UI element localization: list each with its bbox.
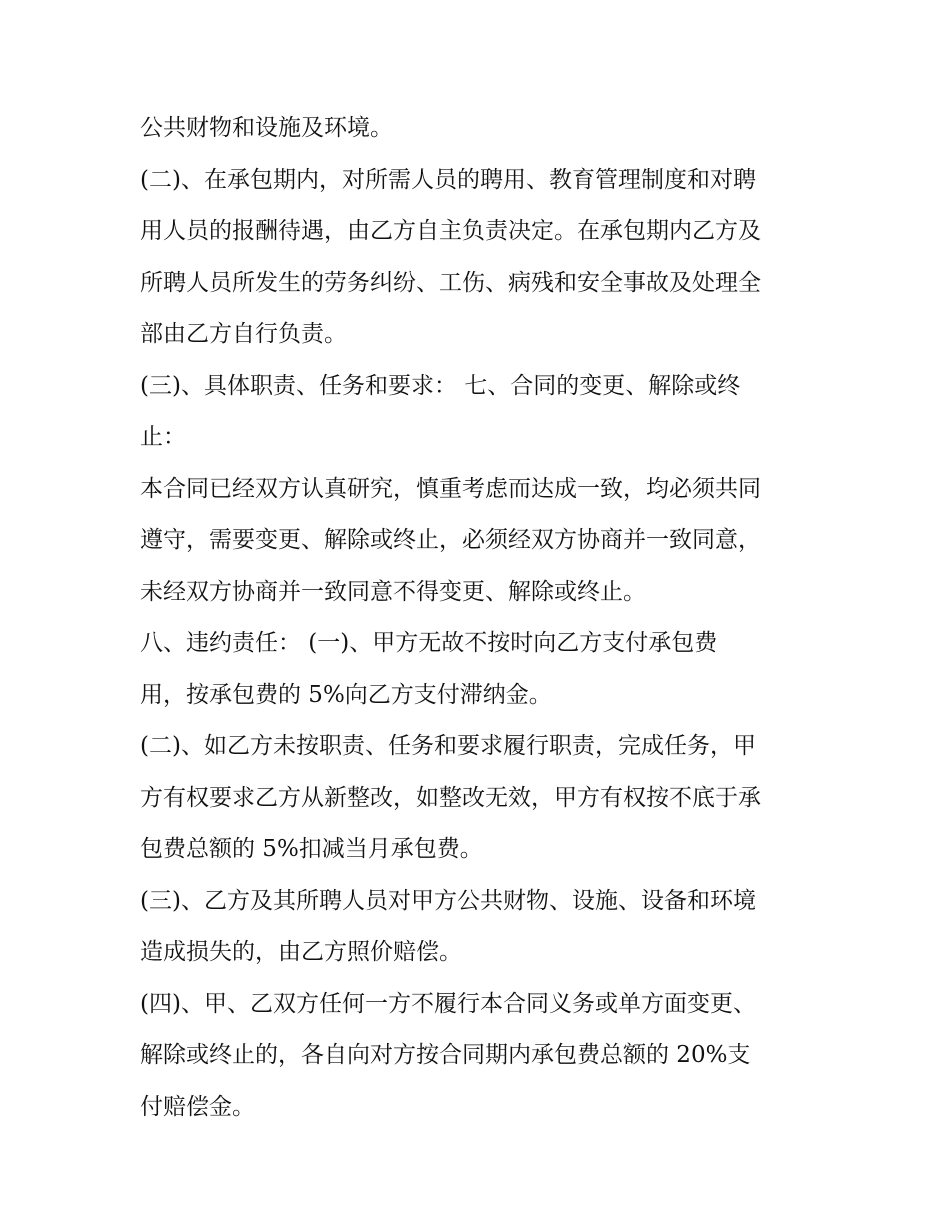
text-line: 解除或终止的，各自向对方按合同期内承包费总额的 20%支 xyxy=(140,1042,751,1068)
text-line: 付赔偿金。 xyxy=(140,1093,255,1120)
text-line: 用，按承包费的 5%向乙方支付滞纳金。 xyxy=(140,681,552,708)
text-line: 包费总额的 5%扣减当月承包费。 xyxy=(140,836,483,862)
text-line: (二)、在承包期内，对所需人员的聘用、教育管理制度和对聘 xyxy=(140,166,756,193)
text-line: 止： xyxy=(140,424,186,450)
text-line: 遵守，需要变更、解除或终止，必须经双方协商并一致同意， xyxy=(140,527,761,553)
text-line: 造成损失的，由乙方照价赔偿。 xyxy=(140,939,462,965)
text-line: 未经双方协商并一致同意不得变更、解除或终止。 xyxy=(140,578,646,605)
text-line: (三)、乙方及其所聘人员对甲方公共财物、设施、设备和环境 xyxy=(140,887,756,914)
text-line: 用人员的报酬待遇，由乙方自主负责决定。在承包期内乙方及 xyxy=(140,218,761,244)
text-line: 公共财物和设施及环境。 xyxy=(140,115,393,141)
text-line: 本合同已经双方认真研究，慎重考虑而达成一致，均必须共同 xyxy=(140,475,761,502)
text-line: 所聘人员所发生的劳务纠纷、工伤、病残和安全事故及处理全 xyxy=(140,269,761,296)
text-line: (三)、具体职责、任务和要求： 七、合同的变更、解除或终 xyxy=(140,372,741,399)
text-line: 方有权要求乙方从新整改，如整改无效，甲方有权按不底于承 xyxy=(140,784,761,811)
text-line: (四)、甲、乙双方任何一方不履行本合同义务或单方面变更、 xyxy=(140,990,756,1017)
text-line: 八、违约责任： (一)、甲方无故不按时向乙方支付承包费 xyxy=(140,630,718,656)
text-line: (二)、如乙方未按职责、任务和要求履行职责，完成任务，甲 xyxy=(140,733,756,759)
contract-text xyxy=(140,103,820,1133)
text-line: 部由乙方自行负责。 xyxy=(140,321,347,347)
